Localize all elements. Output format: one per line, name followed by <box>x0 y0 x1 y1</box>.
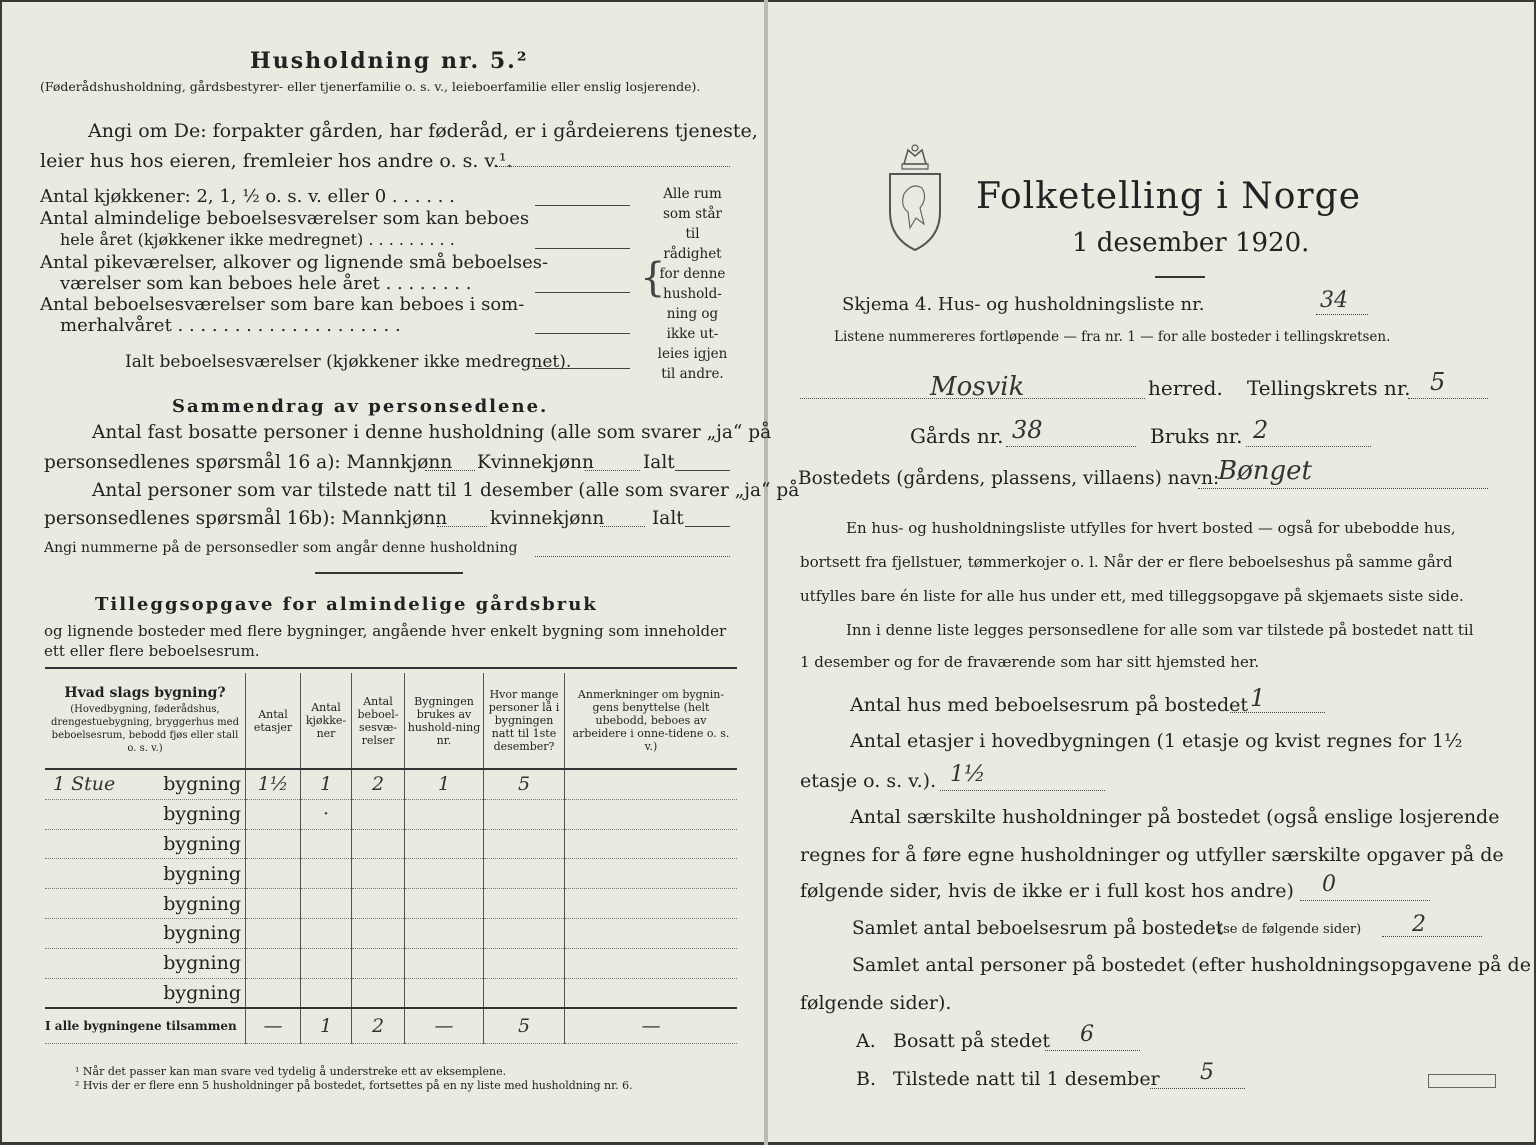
households-value: 0 <box>1322 872 1336 897</box>
floors-question-2: etasje o. s. v.). <box>800 770 937 792</box>
building-type-cell <box>45 769 246 799</box>
total-rooms-label: Ialt beboelsesværelser (kjøkkener ikke medregnet). <box>125 352 572 372</box>
persons-cell <box>484 829 565 859</box>
household-cell <box>405 859 484 889</box>
table-row <box>45 918 737 948</box>
households-question-3: følgende sider, hvis de ikke er i full kost hos andre) <box>800 880 1294 902</box>
rooms-cell <box>352 859 405 889</box>
table-row <box>45 769 737 799</box>
remarks-cell <box>565 859 738 889</box>
summary-line-2b: Kvinnekjønn <box>477 452 594 473</box>
schema-label: Skjema 4. Hus- og husholdningsliste nr. <box>842 294 1205 315</box>
households-question-2: regnes for å føre egne husholdninger og utfyller særskilte opgaver på de <box>800 844 1504 866</box>
herred-value: Mosvik <box>930 372 1025 402</box>
krets-value: 5 <box>1430 368 1446 396</box>
household-cell <box>405 829 484 859</box>
rooms-cell <box>352 948 405 978</box>
question-line-2: leier hus hos eieren, fremleier hos andre o. s. v.¹. <box>40 150 513 172</box>
kitchens-cell: · <box>301 799 352 829</box>
col-kitchens: Antal kjøkke-ner <box>301 673 352 769</box>
persons-question-2: følgende sider). <box>800 992 952 1014</box>
building-suffix: bygning <box>163 952 241 975</box>
rooms-cell <box>352 829 405 859</box>
census-title: Folketelling i Norge <box>976 176 1361 217</box>
floors-line <box>940 790 1105 791</box>
household-cell <box>405 978 484 1008</box>
ordinary-rooms-label-1: Antal almindelige beboelsesværelser som kan beboes <box>40 208 530 229</box>
building-suffix: bygning <box>163 803 241 826</box>
floors-value: 1½ <box>950 762 986 787</box>
rooms-cell <box>352 978 405 1008</box>
bosted-value: Bønget <box>1218 456 1312 486</box>
floors-question-1: Antal etasjer i hovedbygningen (1 etasje og kvist regnes for 1½ <box>850 730 1463 752</box>
supplement-line-1: og lignende bosteder med flere bygninger, angående hver enkelt bygning som inneholder <box>44 622 727 640</box>
building-type-cell <box>45 859 246 889</box>
person-numbers-line <box>535 556 730 557</box>
total-kitchens: 1 <box>301 1008 352 1044</box>
remarks-cell <box>565 978 738 1008</box>
bruks-value: 2 <box>1253 416 1269 444</box>
persons-cell <box>484 859 565 889</box>
present-women-line <box>600 526 645 527</box>
coat-of-arms-icon <box>884 142 946 254</box>
rooms-line <box>1382 936 1482 937</box>
schema-number: 34 <box>1320 288 1348 313</box>
rooms-question-note: (se de følgende sider) <box>1218 922 1362 937</box>
resident-value: 6 <box>1080 1022 1094 1047</box>
remarks-cell <box>565 829 738 859</box>
persons-cell <box>484 948 565 978</box>
buildings-table <box>45 673 737 1044</box>
table-row <box>45 859 737 889</box>
floors-cell: 1½ <box>246 769 301 799</box>
total-remarks: — <box>565 1008 738 1044</box>
kitchens-cell <box>301 889 352 919</box>
persons-cell <box>484 889 565 919</box>
section-divider <box>315 572 463 574</box>
present-letter: B. <box>856 1068 877 1090</box>
building-type-cell <box>45 829 246 859</box>
resident-letter: A. <box>856 1030 876 1052</box>
floors-cell <box>246 829 301 859</box>
floors-cell <box>246 859 301 889</box>
bosted-label: Bostedets (gårdens, plassens, villaens) navn: <box>798 468 1220 489</box>
resident-total-line <box>675 470 730 471</box>
building-suffix: bygning <box>163 922 241 945</box>
resident-women-line <box>585 470 640 471</box>
schema-number-line <box>1316 314 1368 315</box>
building-type-cell <box>45 889 246 919</box>
title-divider <box>1155 276 1205 278</box>
summary-line-2a: personsedlenes spørsmål 16 a): Mannkjønn <box>44 452 453 473</box>
col-building-type-note: (Hovedbygning, føderådshus, drengestuebygning, bryggerhus med beboelsesrum, bebodd fjøs eller stall o. s. v.) <box>51 703 239 754</box>
building-suffix: bygning <box>163 832 241 855</box>
building-type-cell <box>45 978 246 1008</box>
kitchens-answer-line <box>535 205 630 206</box>
kitchens-cell: 1 <box>301 769 352 799</box>
col-floors: Antal etasjer <box>246 673 301 769</box>
table-row <box>45 889 737 919</box>
rooms-cell: 2 <box>352 769 405 799</box>
instructions-line-3: utfylles bare én liste for alle hus under ett, med tilleggsopgave på skjemaets siste side. <box>800 587 1464 605</box>
instructions-line-2: bortsett fra fjellstuer, tømmerkojer o. l. Når der er flere beboelseshus på samme gård <box>800 553 1453 571</box>
persons-cell: 5 <box>484 769 565 799</box>
present-men-line <box>437 526 487 527</box>
summary-line-5: Angi nummerne på de personsedler som angår denne husholdning <box>44 540 518 556</box>
kitchens-cell <box>301 978 352 1008</box>
remarks-cell <box>565 918 738 948</box>
kitchens-cell <box>301 948 352 978</box>
household-subtitle: (Føderådshusholdning, gårdsbestyrer- eller tjenerfamilie o. s. v., leieboerfamilie eller enslig losjerende). <box>40 79 701 94</box>
resident-line <box>1045 1050 1140 1051</box>
building-suffix: bygning <box>163 981 241 1004</box>
rooms-value: 2 <box>1412 912 1426 937</box>
summary-line-4c: Ialt <box>652 508 684 529</box>
total-floors: — <box>246 1008 301 1044</box>
houses-line <box>1230 712 1325 713</box>
floors-cell <box>246 799 301 829</box>
col-persons: Hvor mange personer lå i bygningen natt til 1ste desember? <box>484 673 565 769</box>
census-date: 1 desember 1920. <box>1072 228 1310 258</box>
gards-label: Gårds nr. <box>910 424 1004 448</box>
building-type-cell <box>45 918 246 948</box>
persons-cell <box>484 799 565 829</box>
household-cell <box>405 799 484 829</box>
persons-question-1: Samlet antal personer på bostedet (efter husholdningsopgavene på de <box>852 954 1531 976</box>
summary-line-4a: personsedlenes spørsmål 16b): Mannkjønn <box>44 508 448 529</box>
households-line <box>1300 900 1430 901</box>
gards-value: 38 <box>1012 416 1043 444</box>
question-answer-line <box>495 166 730 167</box>
maid-rooms-label-2: værelser som kan beboes hele året . . . . . . . . <box>60 273 472 294</box>
krets-line <box>1408 398 1488 399</box>
page-fold <box>764 0 768 1145</box>
household-cell: 1 <box>405 769 484 799</box>
building-type-cell <box>45 799 246 829</box>
herred-label: herred. <box>1148 376 1223 400</box>
question-line-1: Angi om De: forpakter gården, har føderåd, er i gårdeierens tjeneste, <box>88 120 758 142</box>
kitchens-cell <box>301 859 352 889</box>
instructions-line-5: 1 desember og for de fraværende som har sitt hjemsted her. <box>800 653 1260 671</box>
household-cell <box>405 918 484 948</box>
resident-label: Bosatt på stedet <box>893 1030 1050 1052</box>
kitchens-cell <box>301 918 352 948</box>
table-row <box>45 948 737 978</box>
persons-cell <box>484 918 565 948</box>
remarks-cell <box>565 799 738 829</box>
gards-line <box>1006 446 1136 447</box>
rooms-cell <box>352 889 405 919</box>
instructions-line-1: En hus- og husholdningsliste utfylles for hvert bosted — også for ubebodde hus, <box>846 519 1456 537</box>
present-label: Tilstede natt til 1 desember <box>893 1068 1160 1090</box>
remarks-cell <box>565 769 738 799</box>
summary-line-3: Antal personer som var tilstede natt til 1 desember (alle som svarer „ja“ på <box>92 480 800 501</box>
footnote-1: ¹ Når det passer kan man svare ved tydelig å understreke ett av eksemplene. <box>75 1065 507 1078</box>
rooms-brace: { <box>640 255 666 301</box>
total-rooms: 2 <box>352 1008 405 1044</box>
supplement-line-2: ett eller flere beboelsesrum. <box>44 642 260 660</box>
floors-cell <box>246 978 301 1008</box>
remarks-cell <box>565 889 738 919</box>
supplement-heading: Tilleggsopgave for almindelige gårdsbruk <box>95 594 598 615</box>
rooms-cell <box>352 918 405 948</box>
present-value: 5 <box>1200 1060 1214 1085</box>
household-cell <box>405 948 484 978</box>
floors-cell <box>246 918 301 948</box>
total-persons: 5 <box>484 1008 565 1044</box>
building-suffix: bygning <box>163 862 241 885</box>
building-suffix: bygning <box>163 773 241 796</box>
table-row <box>45 978 737 1008</box>
resident-men-line <box>425 470 475 471</box>
households-question-1: Antal særskilte husholdninger på bostedet (også enslige losjerende <box>850 806 1500 828</box>
houses-question: Antal hus med beboelsesrum på bostedet <box>850 694 1249 716</box>
floors-cell <box>246 889 301 919</box>
remarks-cell <box>565 948 738 978</box>
total-household: — <box>405 1008 484 1044</box>
summer-rooms-label-2: merhalvåret . . . . . . . . . . . . . . . . . . . . <box>60 315 401 336</box>
building-type-cell <box>45 948 246 978</box>
maid-rooms-answer-line <box>535 292 630 293</box>
herred-line <box>800 398 1145 399</box>
houses-value: 1 <box>1250 684 1266 712</box>
total-label: I alle bygningene tilsammen <box>45 1008 246 1044</box>
summary-line-2c: Ialt <box>643 452 675 473</box>
numbering-note: Listene nummereres fortløpende — fra nr. 1 — for alle bosteder i tellingskretsen. <box>834 329 1391 345</box>
persons-cell <box>484 978 565 1008</box>
rooms-question: Samlet antal beboelsesrum på bostedet <box>852 918 1224 939</box>
present-line <box>1150 1088 1245 1089</box>
household-cell <box>405 889 484 919</box>
table-top-rule <box>45 667 737 669</box>
total-rooms-answer-line <box>535 368 630 369</box>
present-total-line <box>685 526 730 527</box>
bosted-line <box>1198 488 1488 489</box>
rooms-cell <box>352 799 405 829</box>
table-row <box>45 799 737 829</box>
maid-rooms-label-1: Antal pikeværelser, alkover og lignende små beboelses- <box>40 252 549 273</box>
summary-line-1: Antal fast bosatte personer i denne husholdning (alle som svarer „ja“ på <box>92 422 772 443</box>
summary-heading: Sammendrag av personsedlene. <box>172 396 549 417</box>
col-household: Bygningen brukes av hushold-ning nr. <box>405 673 484 769</box>
building-name: 1 Stue <box>53 773 116 796</box>
rooms-side-note: Alle rum som står til rådighet for denne hushold- ning og ikke ut- leies igjen til andre. <box>657 186 728 382</box>
building-suffix: bygning <box>163 892 241 915</box>
table-row <box>45 829 737 859</box>
ordinary-rooms-answer-line <box>535 248 630 249</box>
bruks-label: Bruks nr. <box>1150 424 1243 448</box>
bruks-line <box>1246 446 1371 447</box>
table-total-row <box>45 1008 737 1044</box>
col-building-type: Hvad slags bygning? (Hovedbygning, føderådshus, drengestuebygning, bryggerhus med beboelsesrum, bebodd fjøs eller stall o. s. v.) <box>45 673 246 769</box>
printer-stamp <box>1428 1074 1496 1088</box>
kitchens-label: Antal kjøkkener: 2, 1, ½ o. s. v. eller 0 . . . . . . <box>40 186 455 207</box>
summer-rooms-answer-line <box>535 333 630 334</box>
household-title: Husholdning nr. 5.² <box>250 48 529 74</box>
summer-rooms-label-1: Antal beboelsesværelser som bare kan beboes i som- <box>40 294 525 315</box>
floors-cell <box>246 948 301 978</box>
footnote-2: ² Hvis der er flere enn 5 husholdninger på bostedet, fortsettes på en ny liste med husholdning nr. 6. <box>75 1079 633 1092</box>
col-rooms: Antal beboel-sesvæ-relser <box>352 673 405 769</box>
summary-line-4b: kvinnekjønn <box>490 508 605 529</box>
kitchens-cell <box>301 829 352 859</box>
ordinary-rooms-label-2: hele året (kjøkkener ikke medregnet) . . . . . . . . . <box>60 230 455 249</box>
krets-label: Tellingskrets nr. <box>1247 376 1411 400</box>
col-remarks: Anmerkninger om bygnin-gens benyttelse (helt ubebodd, beboes av arbeidere i onne-tidene o. s. v.) <box>565 673 738 769</box>
instructions-line-4: Inn i denne liste legges personsedlene for alle som var tilstede på bostedet natt til <box>846 621 1474 639</box>
